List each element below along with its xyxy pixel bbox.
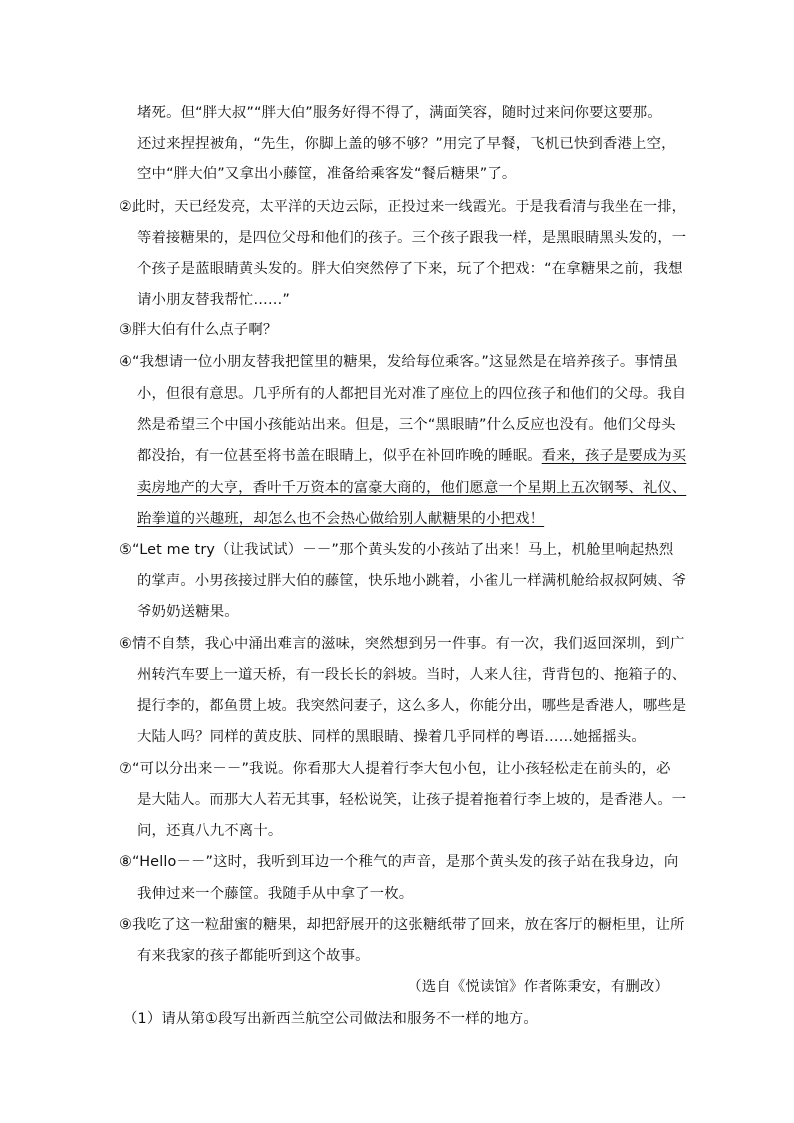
paragraph-9-line-2: 有来我家的孩子都能听到这个故事。 [137, 948, 370, 964]
paragraph-5-line-1: ⑤“Let me try（让我试试）－－”那个黄头发的小孩站了出来！马上，机舱里响起热烈 [119, 542, 674, 558]
paragraph-5-line-2: 的掌声。小男孩接过胖大伯的藤筐，快乐地小跳着，小雀儿一样满机舱给叔叔阿姨、爷 [137, 573, 687, 589]
paragraph-2-line-4: 请小朋友替我帮忙……” [137, 292, 291, 308]
paragraph-3-line-1: ③胖大伯有什么点子啊？ [119, 322, 278, 338]
paragraph-6-line-3: 提行李的，都鱼贯上坡。我突然问妻子，这么多人，你能分出，哪些是香港人，哪些是 [137, 698, 687, 714]
paragraph-2-line-3: 个孩子是蓝眼睛黄头发的。胖大伯突然停了下来，玩了个把戏：“在拿糖果之前，我想 [137, 261, 683, 277]
paragraph-2-line-2: 等着接糖果的，是四位父母和他们的孩子。三个孩子跟我一样，是黑眼睛黑头发的，一 [137, 230, 687, 246]
paragraph-4-line-2: 小，但很有意思。几乎所有的人都把目光对准了座位上的四位孩子和他们的父母。我自 [137, 386, 687, 402]
paragraph-9-line-1: ⑨我吃了这一粒甜蜜的糖果，却把舒展开的这张糖纸带了回来，放在客厅的橱柜里，让所 [119, 917, 685, 933]
paragraph-8-line-2: 我伸过来一个藤筐。我随手从中拿了一枚。 [137, 886, 414, 902]
paragraph-7-line-1: ⑦“可以分出来－－”我说。你看那大人提着行李大包小包，让小孩轻松走在前头的，必 [119, 761, 671, 777]
paragraph-6-line-2: 州转汽车要上一道天桥，有一段长长的斜坡。当时，人来人往，背背包的、拖箱子的、 [137, 667, 687, 683]
question-1: （1）请从第①段写出新西兰航空公司做法和服务不一样的地方。 [123, 1011, 538, 1027]
paragraph-1-line-1: 堵死。但“胖大叔”“胖大伯”服务好得不得了，满面笑容，随时过来问你要这要那。 [137, 105, 662, 121]
paragraph-6-line-4: 大陆人吗？同样的黄皮肤、同样的黑眼睛、操着几乎同样的粤语……她摇摇头。 [137, 729, 646, 745]
underlined-sentence-start: 看来，孩子是要成为买 [541, 448, 687, 464]
paragraph-7-line-3: 问，还真八九不离十。 [137, 823, 283, 839]
paragraph-2-line-1: ②此时，天已经发亮，太平洋的天边云际，正投过来一线霞光。于是我看清与我坐在一排， [119, 199, 686, 215]
paragraph-5-line-3: 爷奶奶送糖果。 [137, 604, 239, 620]
underlined-sentence-line-3: 跆拳道的兴趣班，却怎么也不会热心做给别人献糖果的小把戏！ [137, 511, 545, 527]
paragraph-8-line-1: ⑧“Hello－－”这时，我听到耳边一个稚气的声音，是那个黄头发的孩子站在我身边，向 [119, 854, 679, 870]
paragraph-1-line-3: 空中“胖大伯”又拿出小藤筐，准备给乘客发“餐后糖果”了。 [137, 166, 517, 182]
source-attribution: （选自《悦读馆》作者陈秉安，有删改） [407, 979, 669, 995]
paragraph-7-line-2: 是大陆人。而那大人若无其事，轻松说笑，让孩子提着拖着行李上坡的，是香港人。一 [137, 792, 687, 808]
paragraph-1-line-2: 还过来捏捏被角，“先生，你脚上盖的够不够？”用完了早餐，飞机已快到香港上空， [137, 136, 676, 152]
paragraph-6-line-1: ⑥情不自禁，我心中涌出难言的滋味，突然想到另一件事。有一次，我们返回深圳，到广 [119, 636, 685, 652]
paragraph-4-line-4 [137, 446, 686, 466]
paragraph-4-line-1: ④“我想请一位小朋友替我把筐里的糖果，发给每位乘客。”这显然是在培养孩子。事情虽 [119, 354, 679, 370]
underlined-sentence-line-2: 卖房地产的大亨，香叶千万资本的富豪大商的，他们愿意一个星期上五次钢琴、礼仪、 [137, 480, 687, 496]
paragraph-4-line-3: 然是希望三个中国小孩能站出来。但是，三个“黑眼睛”什么反应也没有。他们父母头 [137, 417, 676, 433]
paragraph-4-line-4-plain: 都没抬，有一位甚至将书盖在眼睛上，似乎在补回昨晚的睡眠。 [137, 448, 542, 464]
